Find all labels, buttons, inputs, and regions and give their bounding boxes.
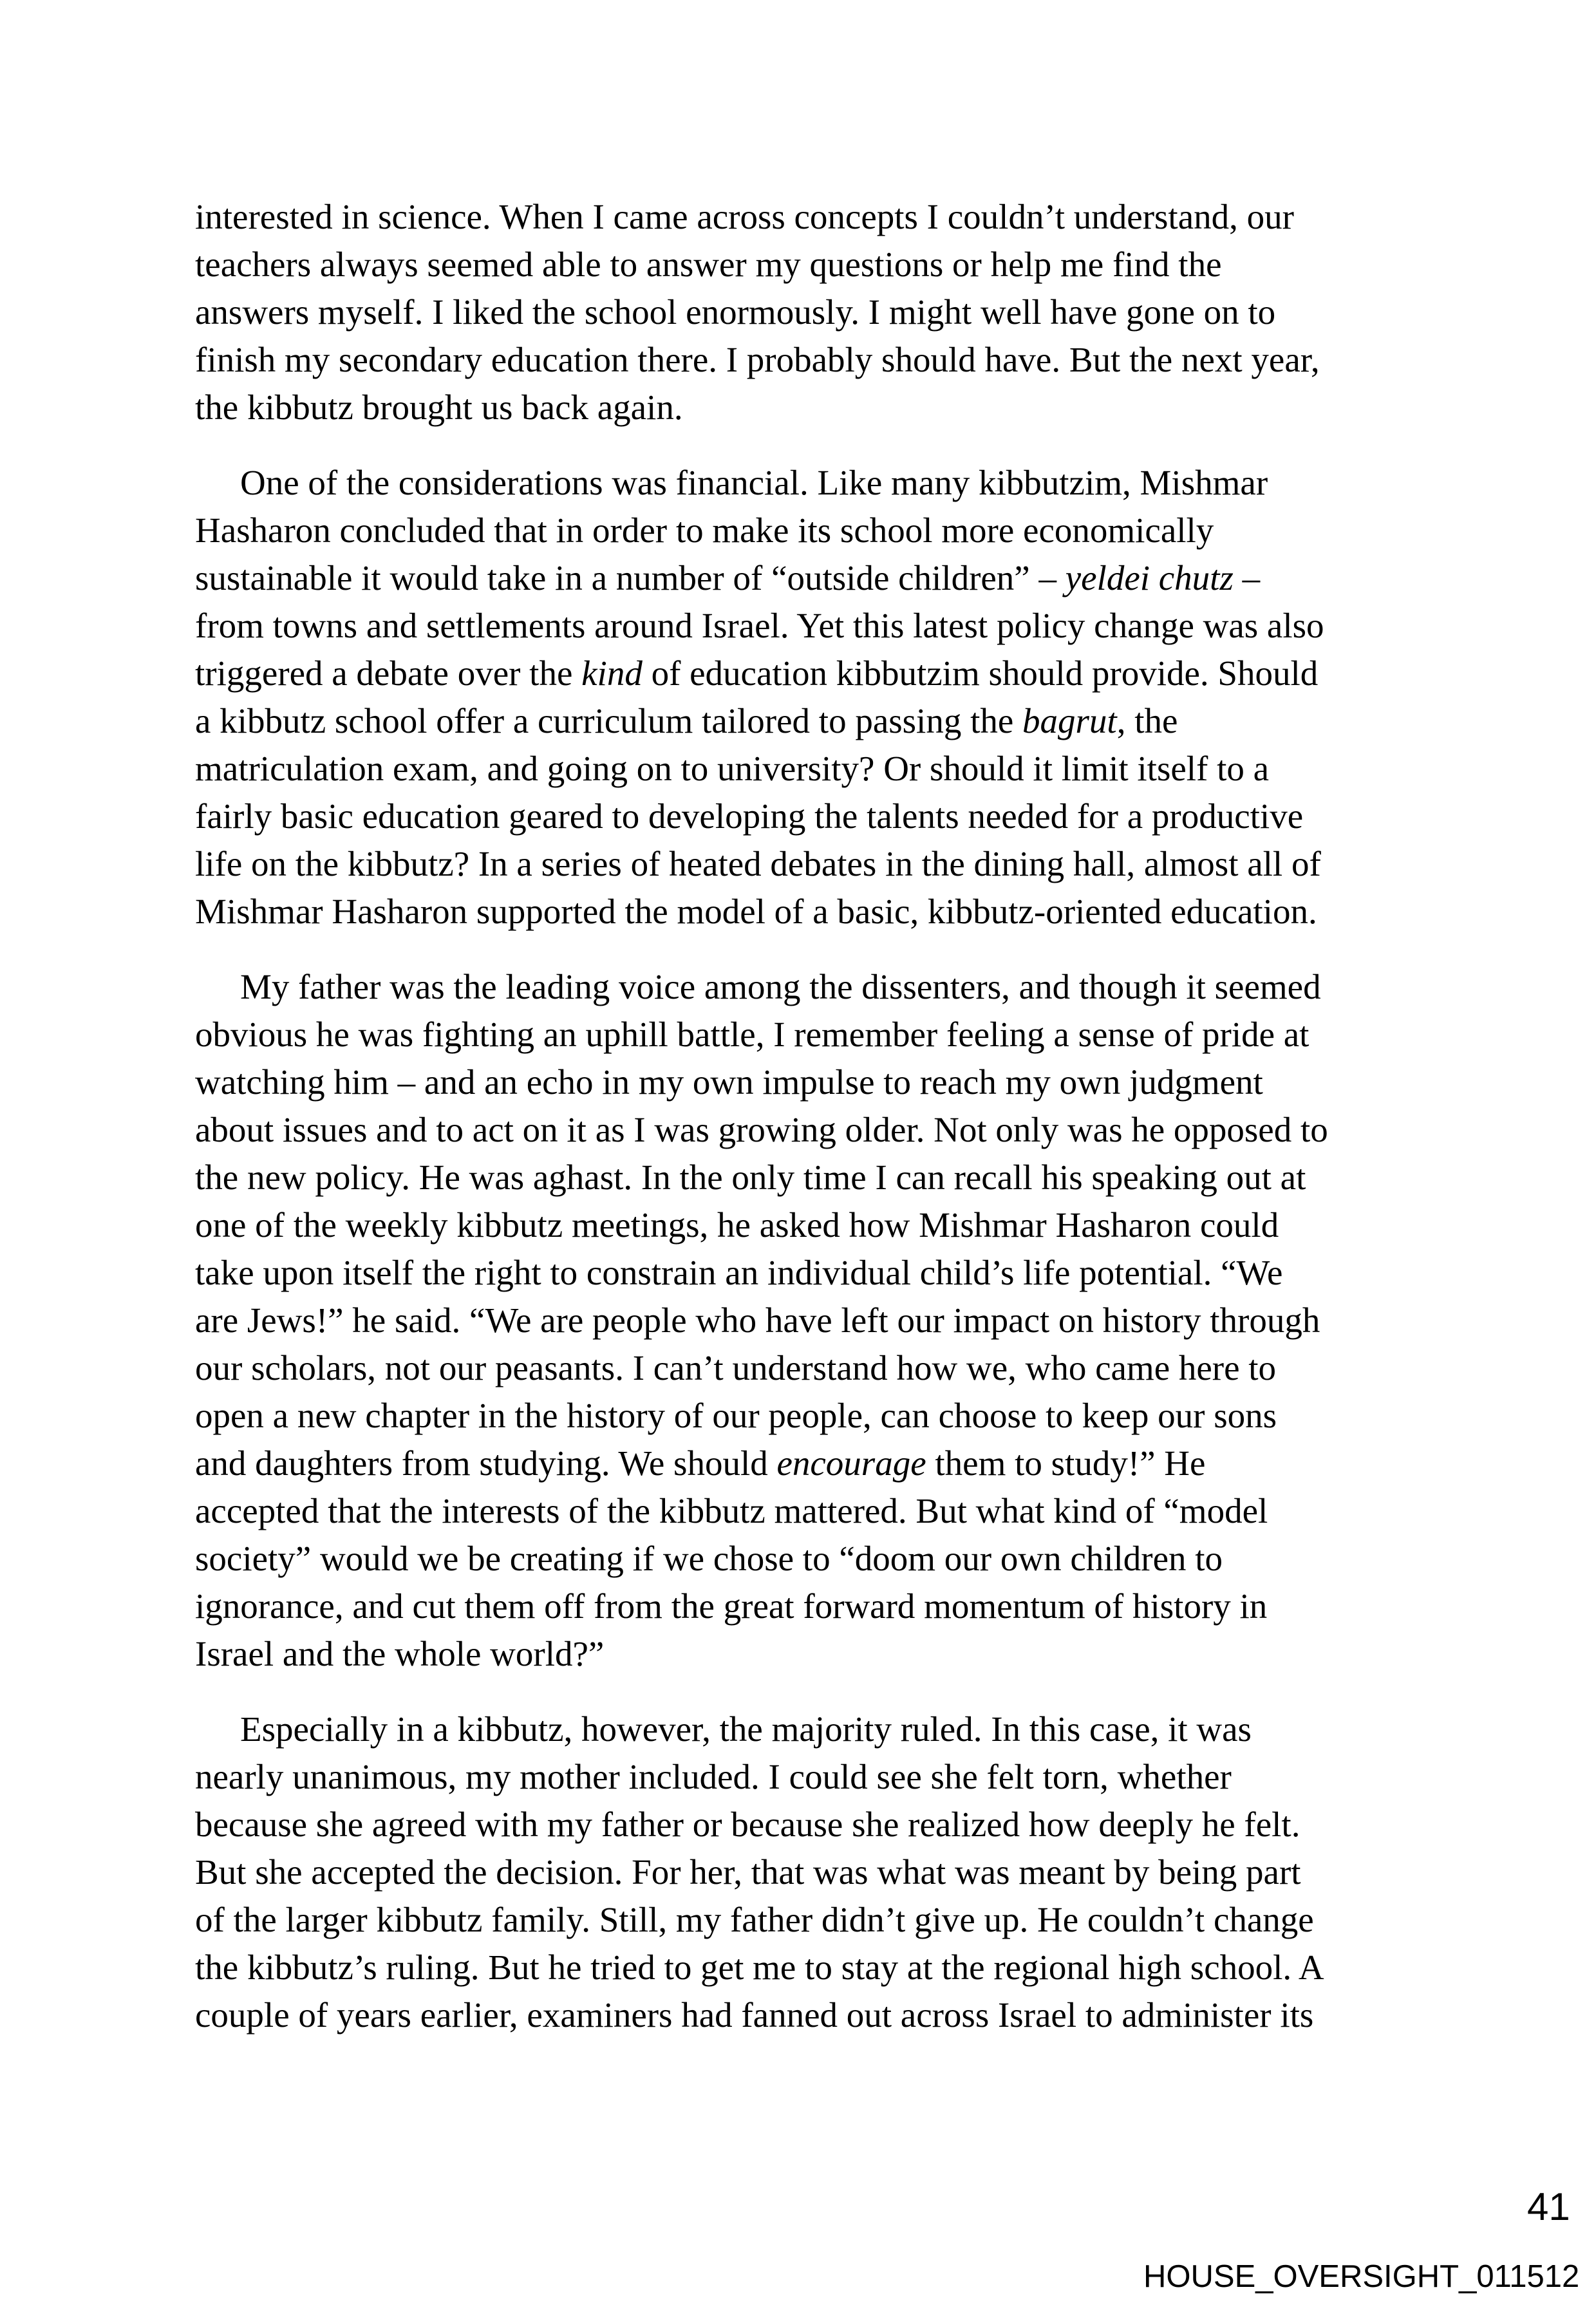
- italic-text: yeldei chutz: [1065, 558, 1234, 597]
- text-segment: the new policy. He was aghast. In the only time I can recall his speaking out at: [195, 1158, 1306, 1197]
- text-line: [195, 888, 1483, 935]
- text-line: [195, 1344, 1483, 1392]
- text-segment: One of the considerations was financial. Like many kibbutzim, Mishmar: [240, 463, 1268, 502]
- page-number: 41: [1527, 2185, 1570, 2228]
- italic-text: kind: [581, 653, 643, 693]
- text-line: [195, 1848, 1483, 1896]
- text-segment: the kibbutz’s ruling. But he tried to get me to stay at the regional high school. A: [195, 1948, 1324, 1987]
- text-line: [195, 1106, 1483, 1154]
- text-segment: sustainable it would take in a number of “outside children” –: [195, 558, 1066, 597]
- text-segment: are Jews!” he said. “We are people who have left our impact on history through: [195, 1301, 1320, 1340]
- text-segment: and daughters from studying. We should: [195, 1443, 777, 1483]
- text-line: [195, 963, 1483, 1011]
- text-line: [195, 1753, 1483, 1801]
- text-line: [195, 1011, 1483, 1058]
- paragraph: [195, 193, 1483, 431]
- text-segment: answers myself. I liked the school enormously. I might well have gone on to: [195, 292, 1276, 332]
- text-line: [195, 1154, 1483, 1201]
- text-line: [195, 1944, 1483, 1991]
- italic-text: encourage: [776, 1443, 926, 1483]
- text-line: [195, 507, 1483, 554]
- text-segment: of education kibbutzim should provide. Should: [642, 653, 1319, 693]
- text-line: [195, 459, 1483, 507]
- text-line: [195, 1487, 1483, 1535]
- text-segment: fairly basic education geared to developing the talents needed for a productive: [195, 796, 1304, 836]
- text-line: [195, 650, 1483, 697]
- text-line: [195, 602, 1483, 650]
- text-line: [195, 840, 1483, 888]
- text-segment: because she agreed with my father or because she realized how deeply he felt.: [195, 1805, 1300, 1844]
- text-segment: nearly unanimous, my mother included. I could see she felt torn, whether: [195, 1757, 1232, 1796]
- text-line: [195, 1896, 1483, 1944]
- text-line: [195, 1630, 1483, 1678]
- text-segment: matriculation exam, and going on to university? Or should it limit itself to a: [195, 749, 1270, 788]
- text-segment: Hasharon concluded that in order to make its school more economically: [195, 511, 1214, 550]
- text-line: [195, 793, 1483, 840]
- text-segment: Especially in a kibbutz, however, the majority ruled. In this case, it was: [240, 1709, 1252, 1749]
- text-segment: from towns and settlements around Israel. Yet this latest policy change was also: [195, 606, 1324, 645]
- text-line: [195, 1058, 1483, 1106]
- text-line: [195, 193, 1483, 241]
- text-segment: Israel and the whole world?”: [195, 1634, 605, 1673]
- text-line: [195, 384, 1483, 431]
- text-segment: interested in science. When I came across concepts I couldn’t understand, our: [195, 197, 1294, 236]
- text-segment: accepted that the interests of the kibbutz mattered. But what kind of “model: [195, 1491, 1268, 1530]
- text-line: [195, 1583, 1483, 1630]
- text-segment: take upon itself the right to constrain an individual child’s life potential. “We: [195, 1253, 1283, 1292]
- text-line: [195, 1297, 1483, 1344]
- text-segment: one of the weekly kibbutz meetings, he asked how Mishmar Hasharon could: [195, 1205, 1279, 1245]
- text-line: [195, 1991, 1483, 2039]
- italic-text: bagrut: [1022, 701, 1117, 740]
- text-segment: our scholars, not our peasants. I can’t understand how we, who came here to: [195, 1348, 1277, 1387]
- text-line: [195, 241, 1483, 288]
- text-line: [195, 336, 1483, 384]
- text-segment: But she accepted the decision. For her, that was what was meant by being part: [195, 1852, 1301, 1892]
- text-segment: the kibbutz brought us back again.: [195, 388, 683, 427]
- text-segment: obvious he was fighting an uphill battle, I remember feeling a sense of pride at: [195, 1015, 1310, 1054]
- text-segment: triggered a debate over the: [195, 653, 582, 693]
- text-line: [195, 1440, 1483, 1487]
- text-line: [195, 1706, 1483, 1753]
- text-line: [195, 697, 1483, 745]
- text-segment: finish my secondary education there. I probably should have. But the next year,: [195, 340, 1320, 379]
- text-segment: Mishmar Hasharon supported the model of a basic, kibbutz-oriented education.: [195, 892, 1317, 931]
- text-segment: about issues and to act on it as I was growing older. Not only was he opposed to: [195, 1110, 1328, 1149]
- text-line: [195, 288, 1483, 336]
- paragraph: [195, 459, 1483, 935]
- text-line: [195, 1249, 1483, 1297]
- text-line: [195, 1392, 1483, 1440]
- text-segment: ignorance, and cut them off from the great forward momentum of history in: [195, 1586, 1268, 1626]
- text-line: [195, 1801, 1483, 1848]
- paragraph: [195, 963, 1483, 1678]
- text-line: [195, 554, 1483, 602]
- text-line: [195, 1535, 1483, 1583]
- paragraph: [195, 1706, 1483, 2039]
- text-segment: watching him – and an echo in my own impulse to reach my own judgment: [195, 1062, 1263, 1102]
- text-segment: , the: [1116, 701, 1178, 740]
- text-segment: My father was the leading voice among the dissenters, and though it seemed: [240, 967, 1321, 1006]
- text-segment: open a new chapter in the history of our people, can choose to keep our sons: [195, 1396, 1277, 1435]
- text-segment: life on the kibbutz? In a series of heated debates in the dining hall, almost all of: [195, 844, 1321, 883]
- document-id-footer: HOUSE_OVERSIGHT_011512: [1143, 2259, 1580, 2294]
- text-segment: couple of years earlier, examiners had fanned out across Israel to administer its: [195, 1995, 1314, 2035]
- text-segment: –: [1233, 558, 1261, 597]
- text-segment: them to study!” He: [926, 1443, 1206, 1483]
- text-segment: teachers always seemed able to answer my questions or help me find the: [195, 245, 1222, 284]
- text-line: [195, 745, 1483, 793]
- body-text: [195, 193, 1483, 2067]
- text-segment: of the larger kibbutz family. Still, my father didn’t give up. He couldn’t change: [195, 1900, 1314, 1939]
- text-segment: society” would we be creating if we chose to “doom our own children to: [195, 1539, 1223, 1578]
- text-line: [195, 1201, 1483, 1249]
- text-segment: a kibbutz school offer a curriculum tailored to passing the: [195, 701, 1023, 740]
